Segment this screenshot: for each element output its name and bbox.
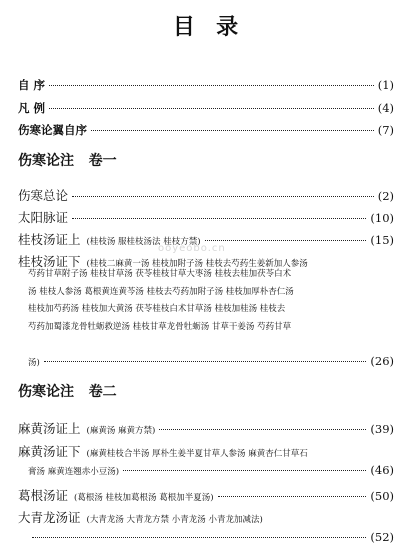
subitems-line: 汤 桂枝人参汤 葛根黄连黄芩汤 桂枝去芍药加附子汤 桂枝加厚朴杏仁汤 <box>28 286 294 297</box>
watermark: ooyeobo.cn <box>158 243 226 254</box>
toc-page-number: (2) <box>377 189 394 203</box>
section-heading-vol1: 伤寒论注 卷一 <box>18 153 117 169</box>
toc-page-number: (7) <box>377 123 394 137</box>
toc-entry-label: 葛根汤证 <box>18 488 69 503</box>
toc-page-number: (46) <box>370 463 394 477</box>
toc-entry-subitems: (麻黄汤 麻黄方禁) <box>86 426 156 436</box>
toc-entry-subitems-continued <box>28 266 394 336</box>
dot-leader <box>44 360 367 362</box>
dot-leader <box>72 217 366 219</box>
dot-leader <box>218 495 367 497</box>
dot-leader <box>72 195 374 197</box>
toc-page-number: (10) <box>370 211 394 225</box>
toc-page-number: (39) <box>370 422 394 436</box>
toc-entry-continued[interactable] <box>28 530 394 544</box>
toc-entry-subitems: (葛根汤 桂枝加葛根汤 葛根加半夏汤) <box>74 493 214 503</box>
subitems-line: 膏汤 麻黄连翘赤小豆汤) <box>28 467 120 477</box>
dot-leader <box>123 469 366 471</box>
toc-entry-label: 桂枝汤证上 <box>18 232 81 247</box>
toc-entry-notes[interactable] <box>18 100 394 116</box>
toc-entry-author-preface[interactable] <box>18 122 394 138</box>
toc-entry-mahuang-down[interactable] <box>18 442 394 460</box>
toc-entry-label: 桂枝汤证下 <box>18 254 81 269</box>
page-title: 目 录 <box>172 15 241 40</box>
toc-entry-subitems: (桂枝二麻黄一汤 桂枝加附子汤 桂枝去芍药生姜新加人参汤 <box>86 259 308 269</box>
toc-page-number: (1) <box>377 78 394 92</box>
toc-page-number: (26) <box>370 354 394 368</box>
toc-page-number: (4) <box>377 101 394 115</box>
toc-entry-continued[interactable] <box>28 354 394 368</box>
subitems-line: 汤) <box>28 358 40 368</box>
dot-leader <box>49 84 374 86</box>
toc-entry-label: 大青龙汤证 <box>18 510 81 525</box>
toc-entry-label: 伤寒论翼自序 <box>18 123 87 137</box>
dot-leader <box>205 239 367 241</box>
subitems-line: 芍药甘草附子汤 桂枝甘草汤 茯苓桂枝甘草大枣汤 桂枝去桂加茯苓白术 <box>28 269 292 279</box>
toc-entry[interactable] <box>18 486 394 504</box>
dot-leader <box>49 107 374 109</box>
toc-entry-label: 麻黄汤证上 <box>18 421 81 436</box>
toc-entry-preface[interactable] <box>18 77 394 93</box>
toc-entry-daqinglong[interactable] <box>18 508 394 526</box>
toc-entry-label: 伤寒总论 <box>18 188 69 203</box>
dot-leader <box>32 536 366 538</box>
toc-entry[interactable] <box>18 419 394 437</box>
toc-entry-subitems: (大青龙汤 大青龙方禁 小青龙汤 小青龙加减法) <box>86 515 263 525</box>
toc-entry-label: 太阳脉证 <box>18 210 69 225</box>
dot-leader <box>91 129 374 131</box>
toc-entry-subitems: (麻黄桂枝合半汤 厚朴生姜半夏甘草人参汤 麻黄杏仁甘草石 <box>86 449 308 459</box>
toc-entry[interactable] <box>18 208 394 226</box>
toc-page-number: (52) <box>370 530 394 544</box>
toc-entry-label: 自 序 <box>18 78 46 92</box>
toc-entry-subitems: (桂枝汤 服桂枝汤法 桂枝方禁) <box>86 237 201 247</box>
toc-page-number: (15) <box>370 233 394 247</box>
dot-leader <box>159 428 366 430</box>
subitems-line: 桂枝加芍药汤 桂枝加大黄汤 茯苓桂枝白术甘草汤 桂枝加桂汤 桂枝去 <box>28 304 286 314</box>
toc-entry-label: 麻黄汤证下 <box>18 444 81 459</box>
subitems-line: 芍药加蜀漆龙骨牡蛎救逆汤 桂枝甘草龙骨牡蛎汤 甘草干姜汤 芍药甘草 <box>28 321 292 332</box>
toc-entry-continued[interactable] <box>28 463 394 477</box>
section-heading-vol2: 伤寒论注 卷二 <box>18 384 117 400</box>
toc-page-number: (50) <box>370 489 394 503</box>
toc-entry-label: 凡 例 <box>18 101 46 115</box>
toc-entry[interactable] <box>18 186 394 204</box>
